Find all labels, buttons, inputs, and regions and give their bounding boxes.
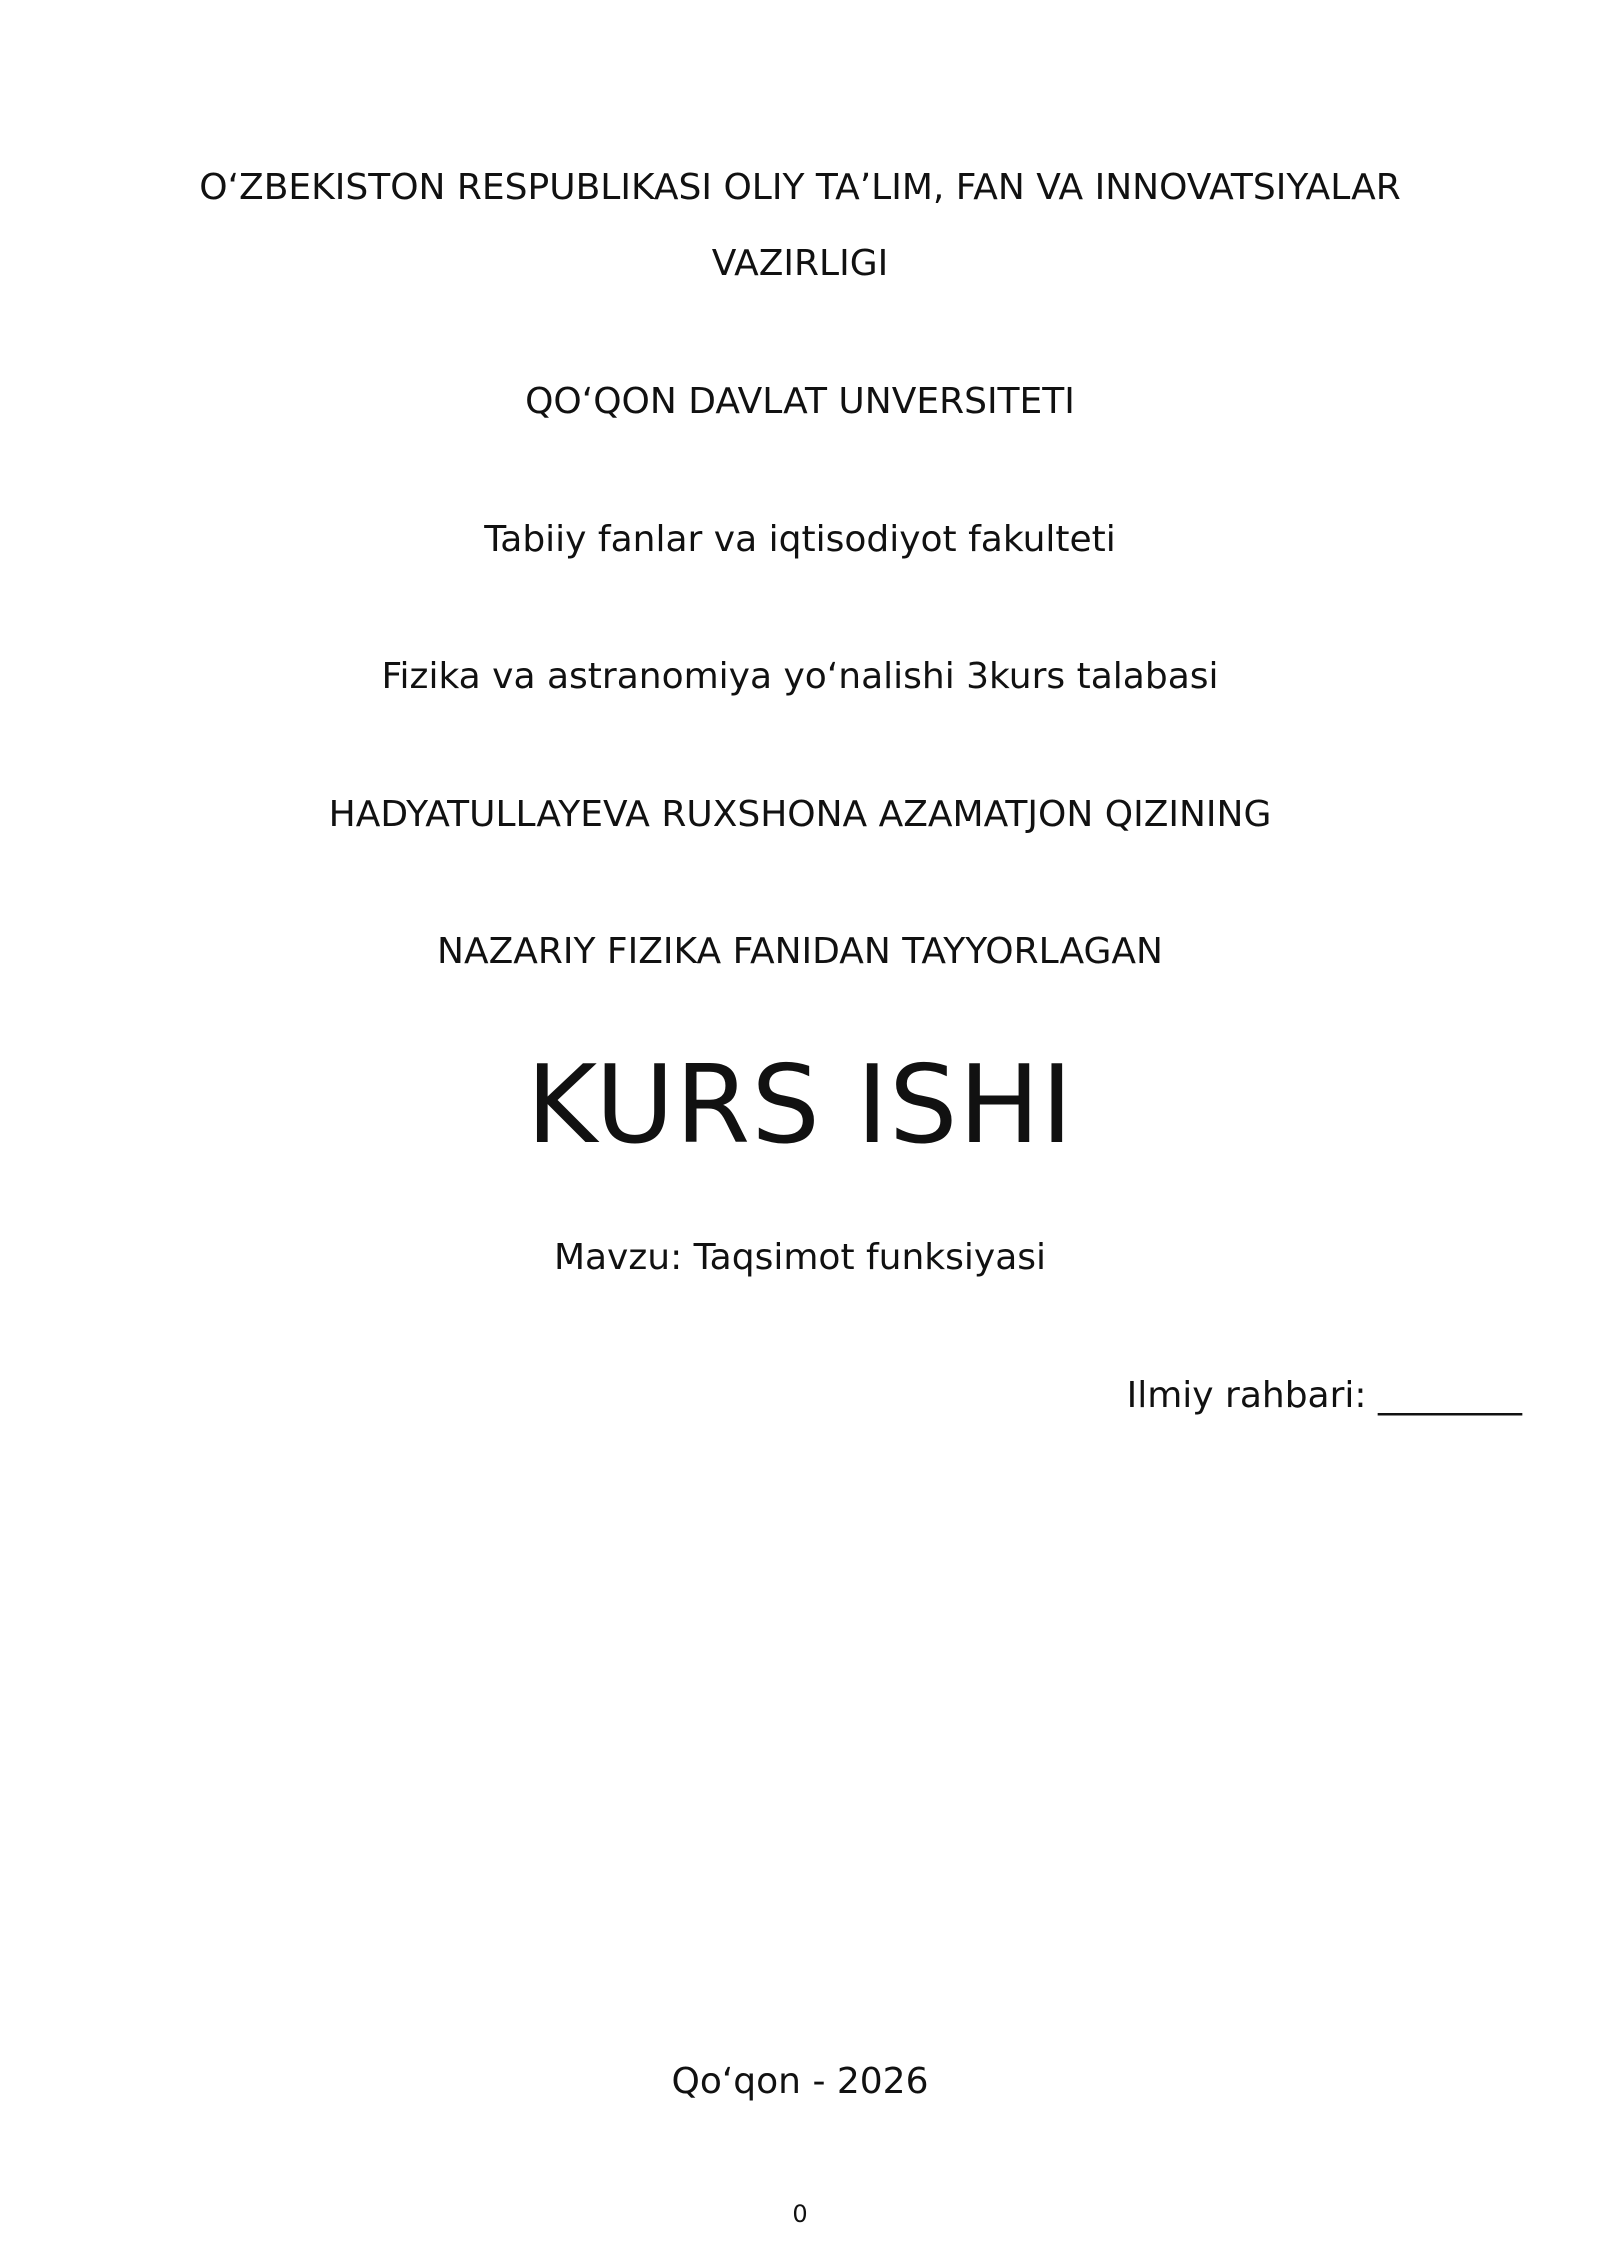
subject-line: NAZARIY FIZIKA FANIDAN TAYYORLAGAN — [437, 931, 1163, 972]
university-name: QO‘QON DAVLAT UNVERSITETI — [525, 381, 1075, 422]
page-title: KURS ISHI — [526, 1043, 1074, 1168]
study-direction: Fizika va astranomiya yo‘nalishi 3kurs talabasi — [381, 656, 1219, 697]
student-name: HADYATULLAYEVA RUXSHONA AZAMATJON QIZINING — [328, 794, 1272, 835]
faculty-name: Tabiiy fanlar va iqtisodiyot fakulteti — [484, 519, 1116, 560]
ministry-heading: O‘ZBEKISTON RESPUBLIKASI OLIY TA’LIM, FAN VA INNOVATSIYALAR VAZIRLIGI — [199, 167, 1401, 284]
advisor-line: Ilmiy rahbari: ________ — [1126, 1375, 1522, 1416]
city-year: Qo‘qon - 2026 — [671, 2061, 929, 2102]
topic-line: Mavzu: Taqsimot funksiyasi — [553, 1237, 1047, 1278]
page-number: 0 — [792, 2200, 808, 2228]
